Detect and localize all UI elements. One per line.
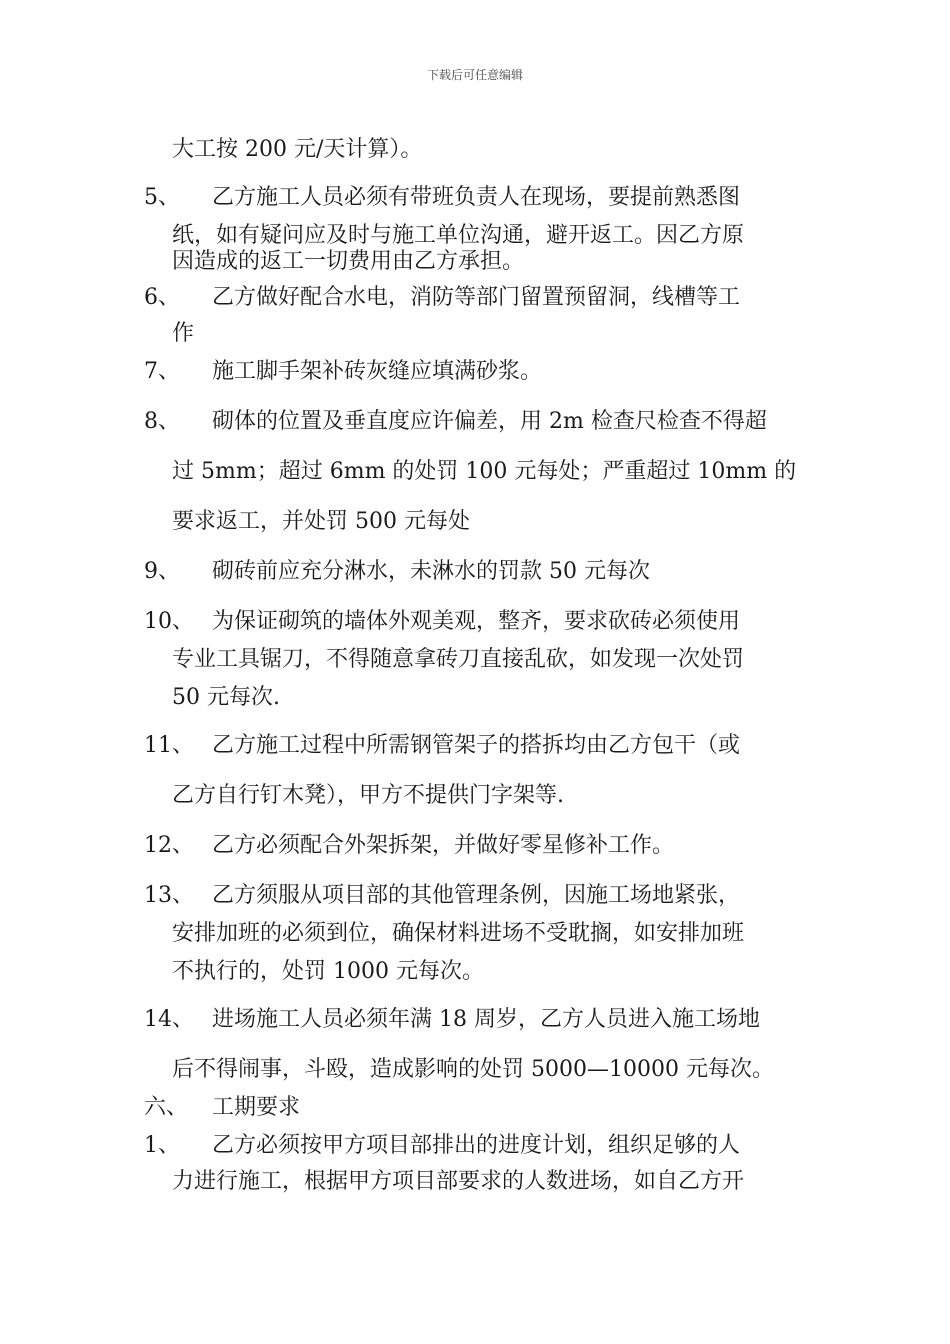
continuation-text: 大工按 200 元/天计算）。	[172, 137, 423, 162]
continuation-text: 50 元每次.	[172, 685, 280, 710]
item-number: 11、	[144, 733, 194, 758]
continuation-text: 纸，如有疑问应及时与施工单位沟通，避开返工。因乙方原	[172, 223, 745, 248]
page-header: 下载后可任意编辑	[426, 68, 523, 82]
item-text: 砌体的位置及垂直度应许偏差，用 2m 检查尺检查不得超	[212, 409, 767, 434]
continuation-text: 因造成的返工一切费用由乙方承担。	[172, 249, 525, 274]
item-number: 13、	[144, 883, 194, 908]
continuation-text: 后不得闹事，斗殴，造成影响的处罚 5000—10000 元每次。	[172, 1057, 774, 1082]
continuation-text: 要求返工，并处罚 500 元每处	[172, 509, 470, 534]
item-text: 施工脚手架补砖灰缝应填满砂浆。	[212, 359, 543, 384]
continuation-text: 作	[172, 321, 195, 346]
item-number: 9、	[144, 559, 180, 584]
item-text: 乙方施工过程中所需钢管架子的搭拆均由乙方包干（或	[212, 733, 741, 758]
continuation-text: 过 5mm；超过 6mm 的处罚 100 元每处；严重超过 10mm 的	[172, 459, 797, 484]
continuation-text: 乙方自行钉木凳），甲方不提供门字架等.	[172, 783, 564, 808]
continuation-text: 力进行施工，根据甲方项目部要求的人数进场，如自乙方开	[172, 1169, 745, 1194]
item-number: 7、	[144, 359, 180, 384]
item-text: 为保证砌筑的墙体外观美观，整齐，要求砍砖必须使用	[212, 609, 741, 634]
item-number: 8、	[144, 409, 180, 434]
continuation-text: 专业工具锯刀，不得随意拿砖刀直接乱砍，如发现一次处罚	[172, 647, 745, 672]
item-text: 乙方做好配合水电，消防等部门留置预留洞，线槽等工	[212, 285, 741, 310]
item-text: 砌砖前应充分淋水，未淋水的罚款 50 元每次	[212, 559, 650, 584]
item-number: 6、	[144, 285, 180, 310]
item-text: 乙方须服从项目部的其他管理条例，因施工场地紧张，	[212, 883, 741, 908]
continuation-text: 不执行的，处罚 1000 元每次。	[172, 959, 484, 984]
item-text: 乙方必须配合外架拆架，并做好零星修补工作。	[212, 833, 675, 858]
item-text: 工期要求	[212, 1095, 301, 1120]
item-text: 乙方施工人员必须有带班负责人在现场，要提前熟悉图	[212, 185, 741, 210]
item-text: 乙方必须按甲方项目部排出的进度计划，组织足够的人	[212, 1133, 741, 1158]
item-text: 进场施工人员必须年满 18 周岁，乙方人员进入施工场地	[212, 1007, 760, 1032]
item-number: 14、	[144, 1007, 194, 1032]
item-number: 1、	[144, 1133, 180, 1158]
item-number: 10、	[144, 609, 194, 634]
item-number: 5、	[144, 185, 180, 210]
continuation-text: 安排加班的必须到位，确保材料进场不受耽搁，如安排加班	[172, 921, 745, 946]
item-number: 六、	[144, 1095, 189, 1120]
item-number: 12、	[144, 833, 194, 858]
